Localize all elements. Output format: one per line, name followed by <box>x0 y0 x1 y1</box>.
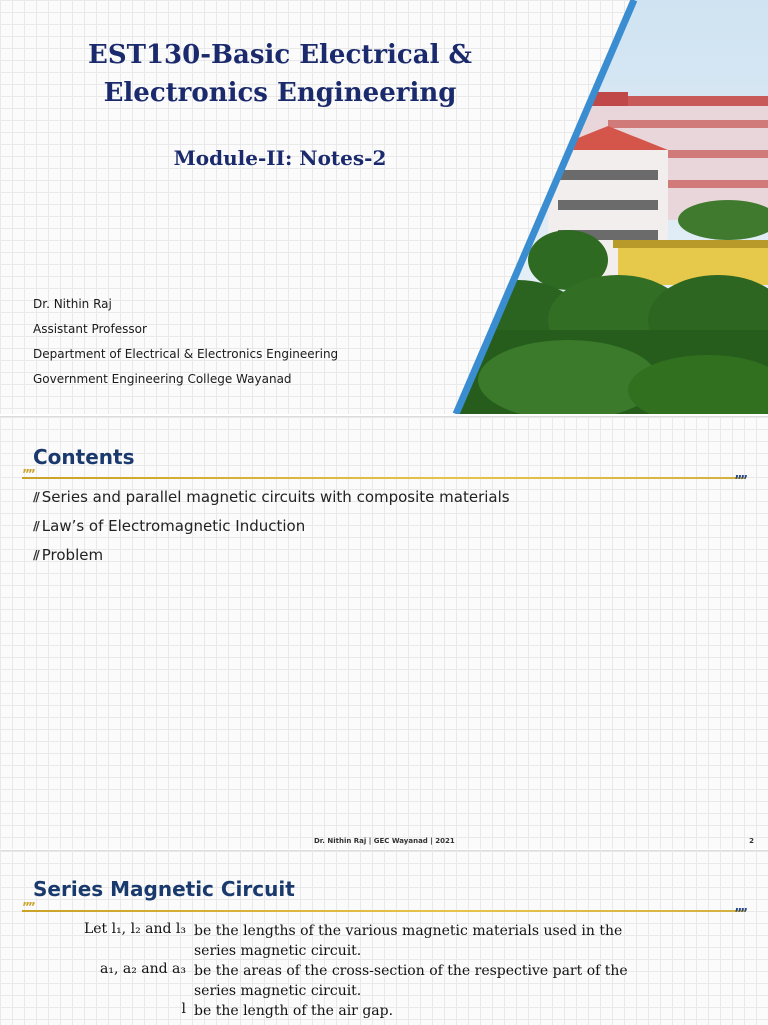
definition-text: be the length of the air gap. <box>194 1003 394 1019</box>
quote-mark-left-icon: ”” <box>22 467 34 481</box>
list-item: // Law’s of Electromagnetic Induction <box>33 512 510 541</box>
author-position: Assistant Professor <box>33 322 147 336</box>
module-title: Module-II: Notes-2 <box>173 146 387 170</box>
bullet-icon: // <box>33 548 38 562</box>
quote-mark-right-icon: ”” <box>734 906 746 920</box>
definition-text: be the lengths of the various magnetic materials used in the series magnetic circuit. <box>194 923 623 959</box>
definition-symbol: l <box>181 1001 186 1017</box>
list-item: // Problem <box>33 541 510 570</box>
author-block <box>33 292 338 392</box>
definitions <box>48 921 664 1021</box>
definition-text: be the areas of the cross-section of the respective part of the series magnetic circuit. <box>194 963 628 999</box>
definition-symbol: Let l₁, l₂ and l₃ <box>83 921 186 937</box>
course-title-line1: EST130-Basic Electrical & <box>88 40 472 70</box>
college-building-photo <box>448 0 768 414</box>
course-title-line2: Electronics Engineering <box>103 78 457 108</box>
list-item: // Series and parallel magnetic circuits with composite materials <box>33 483 510 512</box>
author-name: Dr. Nithin Raj <box>33 297 112 311</box>
quote-mark-right-icon: ”” <box>734 473 746 487</box>
contents-list <box>33 483 510 570</box>
definition-symbol: a₁, a₂ and a₃ <box>99 961 186 977</box>
definition-row <box>48 921 664 961</box>
title-slide <box>0 0 768 414</box>
title-rule <box>22 477 746 479</box>
contents-slide <box>0 416 768 849</box>
definition-row <box>48 1001 664 1021</box>
title-rule <box>22 910 746 912</box>
series-magnetic-circuit-slide <box>0 850 768 1025</box>
bullet-icon: // <box>33 519 38 533</box>
page-number: 2 <box>749 837 754 845</box>
definition-row <box>48 961 664 1001</box>
slide-title: Series Magnetic Circuit <box>33 877 295 901</box>
author-department: Department of Electrical & Electronics Engineering <box>33 347 339 361</box>
author-institution: Government Engineering College Wayanad <box>33 372 292 386</box>
quote-mark-left-icon: ”” <box>22 900 34 914</box>
slide2-footer: Dr. Nithin Raj | GEC Wayanad | 2021 <box>314 837 455 845</box>
contents-title: Contents <box>33 445 135 469</box>
bullet-icon: // <box>33 490 38 504</box>
